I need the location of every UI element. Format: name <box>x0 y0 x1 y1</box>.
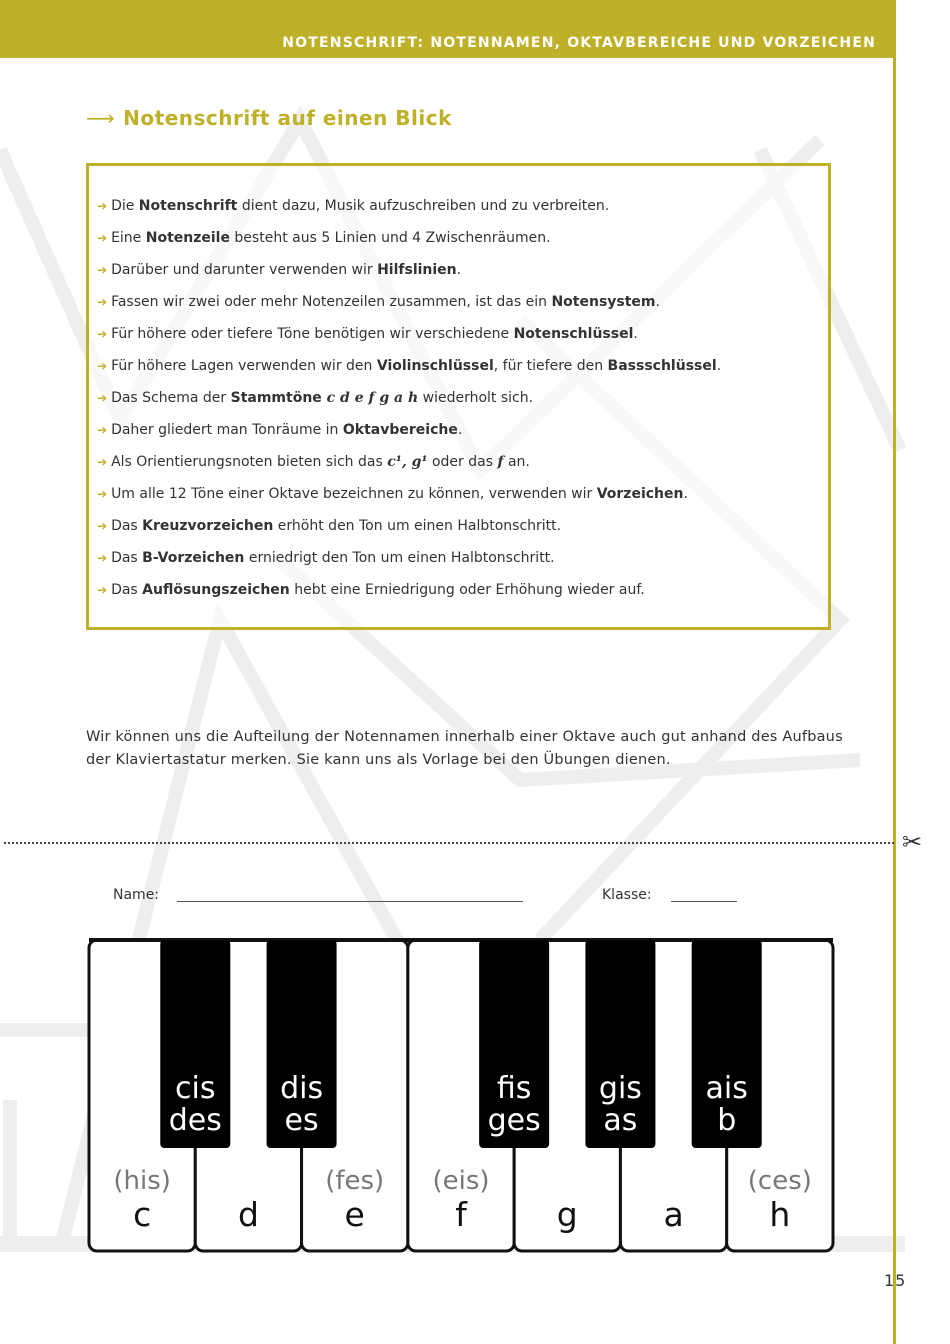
summary-item-bold: Notenschrift <box>138 198 238 214</box>
summary-item <box>97 580 721 612</box>
summary-item-post: . <box>456 262 462 278</box>
summary-item <box>97 228 721 260</box>
black-key-sharp-label: gis <box>598 1071 642 1106</box>
summary-item-mid: , für tiefere den <box>493 358 608 374</box>
summary-item <box>97 484 721 516</box>
summary-item-post: dient dazu, Musik aufzuschreiben und zu verbreiten. <box>237 198 610 214</box>
black-key-flat-label: b <box>717 1103 737 1138</box>
summary-item-serif2: f <box>497 454 504 470</box>
black-key-flat-label: es <box>284 1103 319 1138</box>
white-key-label: a <box>663 1195 684 1234</box>
summary-item-bold: Notenzeile <box>145 230 230 246</box>
section-heading <box>86 106 452 130</box>
summary-item <box>97 324 721 356</box>
black-key-sharp-label: ais <box>705 1071 748 1106</box>
summary-item-post: erhöht den Ton um einen Halbtonschritt. <box>273 518 562 534</box>
arrow-right-icon: ➔ <box>97 391 108 405</box>
white-key-alt-label: (his) <box>113 1166 171 1196</box>
summary-item-bold: Auflösungszeichen <box>142 582 290 598</box>
white-key-label: c <box>133 1195 152 1234</box>
white-key-alt-label: (ces) <box>747 1166 812 1196</box>
summary-item-post: . <box>457 422 463 438</box>
section-heading-text: Notenschrift auf einen Blick <box>123 106 452 130</box>
piano-keyboard <box>86 937 836 1257</box>
summary-item <box>97 548 721 580</box>
black-key-flat-label: des <box>168 1103 222 1138</box>
white-key-label: e <box>344 1195 365 1234</box>
summary-item-pre: Für höhere oder tiefere Töne benötigen wir verschiedene <box>111 326 514 342</box>
summary-item-post: an. <box>503 454 530 470</box>
black-key-sharp-label: dis <box>280 1071 324 1106</box>
summary-item-pre: Als Orientierungsnoten bieten sich das <box>111 454 388 470</box>
summary-item-pre: Daher gliedert man Tonräume in <box>111 422 343 438</box>
summary-item-pre: Das <box>111 550 143 566</box>
summary-item-mid: oder das <box>427 454 498 470</box>
summary-item <box>97 196 721 228</box>
summary-item-post: wiederholt sich. <box>418 390 534 406</box>
black-key-flat-label: as <box>603 1103 638 1138</box>
summary-item-post: besteht aus 5 Linien und 4 Zwischenräumen. <box>229 230 551 246</box>
summary-item <box>97 260 721 292</box>
black-key[interactable] <box>267 940 337 1148</box>
name-field[interactable] <box>177 901 523 902</box>
white-key-label: h <box>769 1195 791 1234</box>
summary-item-post: . <box>716 358 722 374</box>
summary-item-pre: Für höhere Lagen verwenden wir den <box>111 358 377 374</box>
summary-item-post: . <box>633 326 638 342</box>
summary-item-bold: Vorzeichen <box>596 486 684 502</box>
white-key-label: d <box>237 1195 259 1234</box>
white-key-label: g <box>556 1195 578 1234</box>
summary-item-pre: Um alle 12 Töne einer Oktave bezeichnen zu können, verwenden wir <box>111 486 597 502</box>
summary-item <box>97 452 721 484</box>
summary-item-pre: Das <box>111 582 143 598</box>
summary-item-pre: Die <box>111 198 139 214</box>
summary-item-bold: Hilfslinien <box>377 262 457 278</box>
page-number: 15 <box>884 1271 907 1290</box>
class-field[interactable] <box>671 901 737 902</box>
summary-item-pre: Das Schema der <box>111 390 231 406</box>
arrow-right-icon: ➔ <box>97 455 108 469</box>
summary-item-serif: c¹, g¹ <box>387 454 428 470</box>
summary-item <box>97 356 721 388</box>
summary-item-bold: Oktavbereiche <box>342 422 458 438</box>
arrow-right-icon: ➔ <box>97 327 108 341</box>
summary-item <box>97 516 721 548</box>
summary-item <box>97 292 721 324</box>
arrow-right-icon: ➔ <box>97 519 108 533</box>
intro-paragraph: Wir können uns die Aufteilung der Notennamen innerhalb einer Oktave auch gut anhand des Aufbaus der Klaviertastatur merken. Sie kann uns als Vorlage bei den Übungen dienen. <box>86 729 843 768</box>
header-title: NOTENSCHRIFT: NOTENNAMEN, OKTAVBEREICHE UND VORZEICHEN <box>282 35 876 51</box>
black-key-flat-label: ges <box>487 1103 541 1138</box>
black-key-sharp-label: fis <box>496 1071 532 1106</box>
arrow-right-icon: ➔ <box>97 359 108 373</box>
arrow-right-icon: ➔ <box>97 551 108 565</box>
cut-line <box>4 842 894 844</box>
summary-box <box>86 163 831 630</box>
heading-arrow-icon: ⟶ <box>86 106 116 130</box>
arrow-right-icon: ➔ <box>97 583 108 597</box>
arrow-right-icon: ➔ <box>97 263 108 277</box>
black-key[interactable] <box>479 940 549 1148</box>
summary-item-bold: Violinschlüssel <box>376 358 494 374</box>
summary-item-post: . <box>655 294 660 310</box>
black-key[interactable] <box>585 940 655 1148</box>
black-key[interactable] <box>692 940 762 1148</box>
summary-item <box>97 420 721 452</box>
summary-item-pre: Eine <box>111 230 146 246</box>
arrow-right-icon: ➔ <box>97 231 108 245</box>
summary-item-post: . <box>683 486 688 502</box>
scissors-icon: ✂ <box>902 828 923 856</box>
name-label: Name: <box>113 887 160 903</box>
summary-item <box>97 388 721 420</box>
arrow-right-icon: ➔ <box>97 487 108 501</box>
summary-item-bold: Notensystem <box>551 294 656 310</box>
white-key-label: f <box>455 1195 467 1234</box>
summary-item-post: hebt eine Erniedrigung oder Erhöhung wieder auf. <box>289 582 645 598</box>
summary-item-bold: B-Vorzeichen <box>142 550 245 566</box>
class-label: Klasse: <box>602 887 652 903</box>
summary-item-serif: c d e f g a h <box>321 390 419 406</box>
black-key[interactable] <box>160 940 230 1148</box>
white-key-alt-label: (eis) <box>432 1166 490 1196</box>
summary-item-pre: Fassen wir zwei oder mehr Notenzeilen zusammen, ist das ein <box>111 294 552 310</box>
arrow-right-icon: ➔ <box>97 423 108 437</box>
summary-item-post: erniedrigt den Ton um einen Halbtonschritt. <box>244 550 555 566</box>
white-key-alt-label: (fes) <box>325 1166 385 1196</box>
summary-item-bold: Stammtöne <box>230 390 322 406</box>
arrow-right-icon: ➔ <box>97 295 108 309</box>
arrow-right-icon: ➔ <box>97 199 108 213</box>
summary-item-bold2: Bassschlüssel <box>607 358 717 374</box>
margin-rule <box>893 0 896 1344</box>
summary-item-pre: Darüber und darunter verwenden wir <box>111 262 378 278</box>
summary-item-bold: Kreuzvorzeichen <box>142 518 274 534</box>
summary-item-bold: Notenschlüssel <box>513 326 634 342</box>
black-key-sharp-label: cis <box>175 1071 216 1106</box>
summary-item-pre: Das <box>111 518 143 534</box>
summary-list <box>97 196 721 612</box>
